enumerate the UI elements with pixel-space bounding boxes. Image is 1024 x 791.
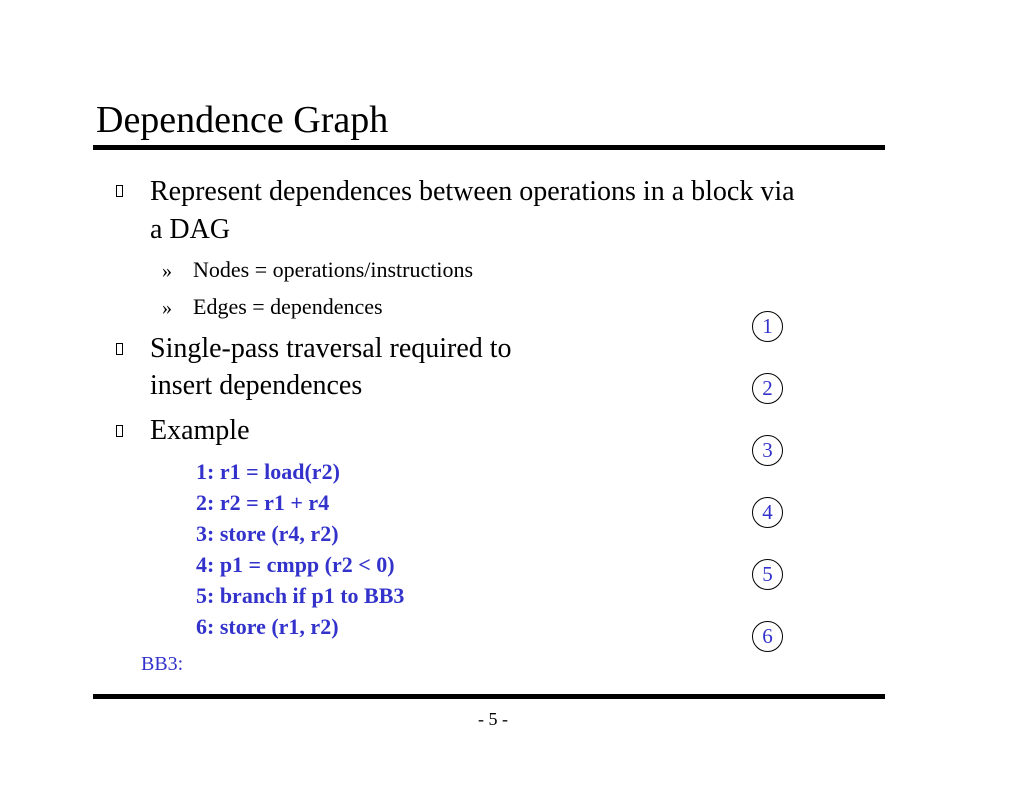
graph-node: 1 (752, 311, 783, 342)
block-label: BB3: (141, 653, 184, 675)
bullet-line: Example (150, 415, 250, 446)
bullet-line: Single-pass traversal required to (150, 333, 512, 364)
bullet-line: a DAG (150, 214, 231, 245)
footer-rule (93, 694, 885, 699)
code-line: 5: branch if p1 to BB3 (196, 583, 405, 608)
graph-node: 5 (752, 559, 783, 590)
bullet-line: insert dependences (150, 370, 363, 401)
graph-node: 2 (752, 373, 783, 404)
bullet-line: Represent dependences between operations in a block via (150, 176, 795, 207)
code-line: 2: r2 = r1 + r4 (196, 490, 330, 515)
code-line: 1: r1 = load(r2) (196, 459, 340, 484)
bullet-marker-icon (116, 343, 123, 355)
graph-node: 4 (752, 497, 783, 528)
code-line: 6: store (r1, r2) (196, 614, 339, 639)
bullet-marker-icon (116, 425, 123, 437)
code-line: 3: store (r4, r2) (196, 521, 339, 546)
page-number: - 5 - (478, 709, 508, 729)
bullet-marker-icon (116, 185, 123, 197)
sub-bullet-marker-icon: » (162, 260, 172, 282)
sub-bullet-text: Nodes = operations/instructions (193, 257, 474, 282)
title-underline (93, 145, 885, 150)
sub-bullet-text: Edges = dependences (193, 294, 383, 319)
sub-bullet-marker-icon: » (162, 297, 172, 319)
slide-title: Dependence Graph (96, 99, 389, 141)
graph-node: 6 (752, 621, 783, 652)
code-line: 4: p1 = cmpp (r2 < 0) (196, 552, 395, 577)
graph-node: 3 (752, 435, 783, 466)
